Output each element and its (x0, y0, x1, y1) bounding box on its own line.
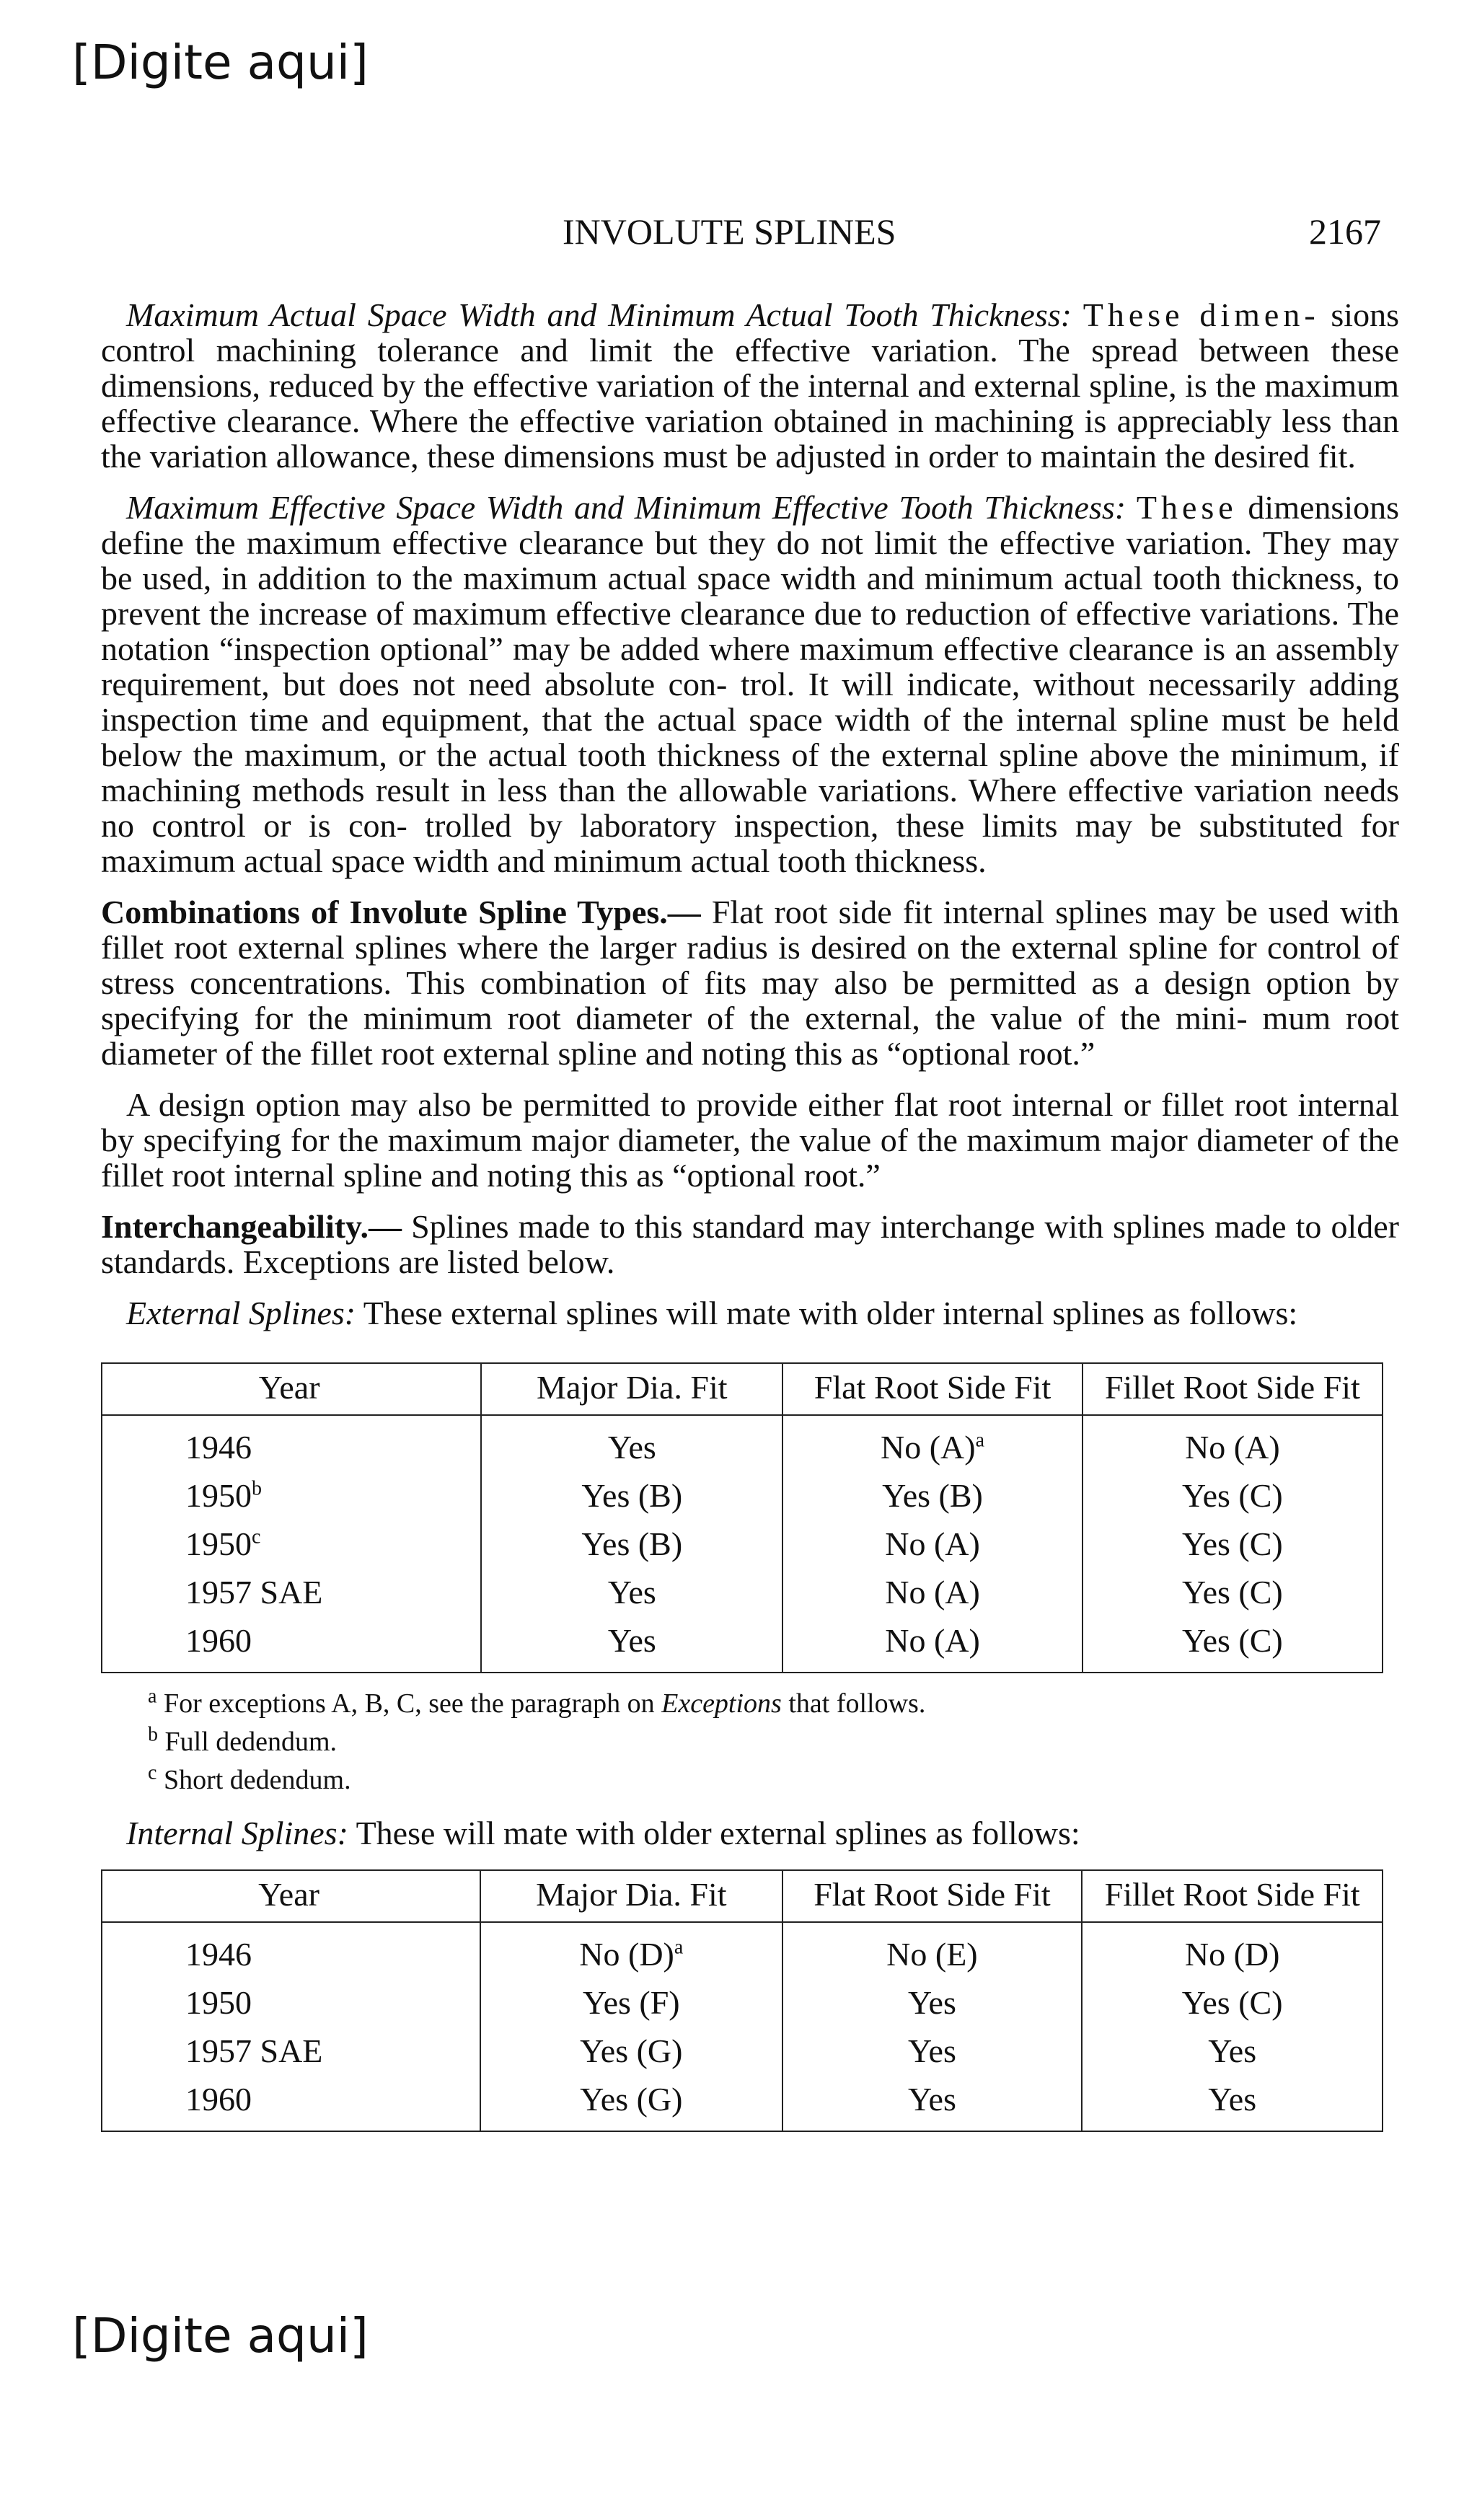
column-header-year: Year (102, 1870, 480, 1922)
internal-splines-table (101, 1869, 1383, 2132)
column-header-fillet-root-side-fit: Fillet Root Side Fit (1082, 1870, 1383, 1922)
table-header-row (102, 1363, 1383, 1415)
table-row (102, 1415, 1383, 1471)
cell-major: Yes (481, 1415, 782, 1471)
cell-year: 1950$^c$ (102, 1520, 481, 1568)
cell-flat: No (E) (782, 1922, 1083, 1978)
paragraph-text: sions control machining tolerance and limit the effective variation. The spread between these dimensions, reduced by the effective variation of the internal and external spline, is the maximum effective clearance. Where the effective variation obtained in machining is appreciably less than the variation allowance, these dimensions must be adjusted in order to maintain the desired fit. (101, 296, 1399, 475)
cell-year: 1946 (102, 1415, 481, 1471)
cell-flat: Yes (782, 2075, 1083, 2131)
paragraph-spaced-text: These (1136, 489, 1238, 526)
table-row (102, 1471, 1383, 1520)
footnote-mark: c (252, 1525, 261, 1548)
page-number: 2167 (1309, 211, 1381, 252)
cell-year: 1960 (102, 2075, 480, 2131)
paragraph-text: dimensions define the maximum effective clearance but they do not limit the effective variation. They may be used, in addition to the maximum actual space width and minimum actual tooth thickness, to prevent the increase of maximum effective clearance due to reduction of effective variations. The notation “inspection optional” may be added where maximum effective clearance is an assembly requirement, but does not need absolute con- trol. It will indicate, without necessarily adding inspection time and equipment, that the actual space width of the internal spline must be held below the maximum, or the actual tooth thickness of the external spline above the minimum, if machining methods result in less than the allowable variations. Where effective variation needs no control or is con- trolled by laboratory inspection, these limits may be substituted for maximum actual space width and minimum actual tooth thickness. (101, 489, 1399, 879)
cell-flat: No (A) (782, 1568, 1082, 1616)
paragraph-max-actual-space-width (101, 297, 1399, 474)
paragraph-lead: Maximum Effective Space Width and Minimum Effective Tooth Thickness: (126, 489, 1127, 526)
table-row (102, 1520, 1383, 1568)
table-row (102, 1978, 1383, 2027)
cell-fillet: Yes (C) (1083, 1471, 1383, 1520)
cell-flat: Yes (782, 1978, 1083, 2027)
cell-fillet: No (D) (1082, 1922, 1383, 1978)
cell-year: 1960 (102, 1616, 481, 1673)
cell-major: Yes (481, 1568, 782, 1616)
paragraph-spaced-text: These dimen- (1083, 296, 1320, 333)
paragraph-text: A design option may also be permitted to provide either flat root internal or fillet root internal by specifying for the maximum major diameter, the value of the maximum major diameter of the fillet root internal spline and noting this as “optional root.” (101, 1086, 1399, 1194)
table-header-row (102, 1870, 1383, 1922)
footnote-mark: a (975, 1429, 985, 1452)
paragraph-max-effective-space-width (101, 490, 1399, 878)
footnote-mark: b (252, 1477, 262, 1500)
footnote-a: $^a$ For exceptions A, B, C, see the paragraph on Exceptions that follows. (148, 1685, 926, 1719)
paragraph-text: Flat root side fit internal splines may be used with fillet root external splines where the larger radius is desired on the external spline for control of stress concentrations. This combination of fits may also be permitted as a design option by specifying for the minimum root diameter of the external, the value of the mini- mum root diameter of the fillet root external spline and noting this as “optional root.” (101, 894, 1399, 1072)
cell-fillet: Yes (1082, 2027, 1383, 2075)
column-header-fillet-root-side-fit: Fillet Root Side Fit (1083, 1363, 1383, 1415)
paragraph-design-option (101, 1087, 1399, 1193)
cell-fillet: Yes (C) (1083, 1568, 1383, 1616)
cell-year: 1950 (102, 1978, 480, 2027)
cell-year: 1946 (102, 1922, 480, 1978)
cell-flat: No $(A)^a$ (782, 1415, 1082, 1471)
page-body (101, 297, 1399, 2132)
paragraph-internal-splines (126, 1815, 1399, 1851)
column-header-major-dia-fit: Major Dia. Fit (481, 1363, 782, 1415)
page-title: INVOLUTE SPLINES (563, 211, 896, 252)
header-placeholder: [Digite aqui] (72, 35, 369, 90)
cell-year: 1957 SAE (102, 1568, 481, 1616)
table-row (102, 2027, 1383, 2075)
table-row (102, 2075, 1383, 2131)
section-heading: Combinations of Involute Spline Types.— (101, 894, 701, 930)
column-header-flat-root-side-fit: Flat Root Side Fit (782, 1870, 1083, 1922)
cell-fillet: Yes (C) (1082, 1978, 1383, 2027)
column-header-year: Year (102, 1363, 481, 1415)
cell-fillet: No (A) (1083, 1415, 1383, 1471)
cell-flat: No (A) (782, 1520, 1082, 1568)
table-row (102, 1616, 1383, 1673)
cell-flat: No (A) (782, 1616, 1082, 1673)
paragraph-text: These external splines will mate with older internal splines as follows: (356, 1295, 1298, 1331)
table-row (102, 1568, 1383, 1616)
footnote-b: $^b$ Full dedendum. (148, 1723, 338, 1757)
cell-flat: Yes (782, 2027, 1083, 2075)
cell-major: Yes (B) (481, 1471, 782, 1520)
paragraph-text: Splines made to this standard may interchange with splines made to older standards. Exceptions are listed below. (101, 1208, 1399, 1280)
paragraph-lead: Maximum Actual Space Width and Minimum Actual Tooth Thickness: (126, 296, 1072, 333)
paragraph-lead: External Splines: (126, 1295, 356, 1331)
cell-major: Yes (B) (481, 1520, 782, 1568)
paragraph-external-splines (126, 1295, 1399, 1331)
external-splines-table (101, 1362, 1383, 1673)
cell-major: Yes (F) (480, 1978, 782, 2027)
footnote-mark: a (674, 1936, 684, 1959)
paragraph-combinations (101, 894, 1399, 1071)
paragraph-interchangeability (101, 1209, 1399, 1279)
cell-fillet: Yes (1082, 2075, 1383, 2131)
cell-year: 1957 SAE (102, 2027, 480, 2075)
paragraph-text: These will mate with older external splines as follows: (348, 1815, 1080, 1851)
cell-major: Yes (481, 1616, 782, 1673)
footnote-c: $^c$ Short dedendum. (148, 1761, 351, 1795)
cell-major: No $(D)^a$ (480, 1922, 782, 1978)
cell-fillet: Yes (C) (1083, 1520, 1383, 1568)
cell-flat: Yes (B) (782, 1471, 1082, 1520)
table-footnotes (148, 1685, 1399, 1799)
column-header-flat-root-side-fit: Flat Root Side Fit (782, 1363, 1082, 1415)
section-heading: Interchangeability.— (101, 1208, 402, 1245)
table-row (102, 1922, 1383, 1978)
cell-fillet: Yes (C) (1083, 1616, 1383, 1673)
column-header-major-dia-fit: Major Dia. Fit (480, 1870, 782, 1922)
footer-placeholder: [Digite aqui] (72, 2308, 369, 2363)
cell-year: 1950$^b$ (102, 1471, 481, 1520)
paragraph-lead: Internal Splines: (126, 1815, 348, 1851)
cell-major: Yes (G) (480, 2027, 782, 2075)
cell-major: Yes (G) (480, 2075, 782, 2131)
